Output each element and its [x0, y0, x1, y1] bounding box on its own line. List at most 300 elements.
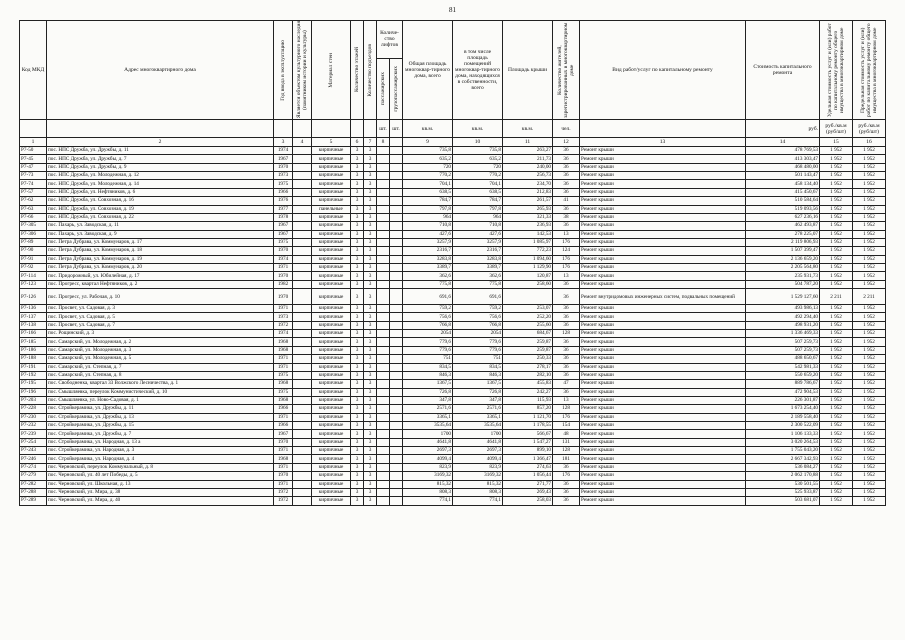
- row-incl-area: 2571,6: [453, 405, 503, 413]
- row-floors: 3: [351, 371, 364, 379]
- row-unit-cost: 1 952: [820, 455, 853, 463]
- row-max-cost: 1 952: [853, 472, 886, 480]
- row-floors: 3: [351, 413, 364, 421]
- row-year: 1970: [274, 163, 293, 171]
- row-residents: 36: [553, 305, 580, 313]
- row-material: кирпичные: [312, 313, 351, 321]
- row-lifts-passenger: [377, 238, 390, 246]
- table-row: [20, 230, 886, 238]
- row-code: Р7-228: [20, 405, 47, 413]
- row-lifts-freight: [390, 480, 403, 488]
- row-heritage: [293, 371, 312, 379]
- row-lifts-freight: [390, 430, 403, 438]
- col-header-cost: Стоимость капитального ремонта: [746, 21, 820, 120]
- table-row: [20, 388, 886, 396]
- row-entrances: 3: [364, 463, 377, 471]
- row-total-area: 784,7: [403, 197, 453, 205]
- col-header-lifts: Количе-ство лифтов: [377, 21, 403, 59]
- row-year: 1970: [274, 438, 293, 446]
- row-floors: 3: [351, 405, 364, 413]
- row-floors: 3: [351, 396, 364, 404]
- row-total-area: 964: [403, 213, 453, 221]
- row-floors: 3: [351, 213, 364, 221]
- row-year: 1975: [274, 371, 293, 379]
- row-floors: 3: [351, 205, 364, 213]
- row-material: кирпичные: [312, 321, 351, 329]
- row-residents: 36: [553, 172, 580, 180]
- row-address: пос. Самарский, ул. Молодежная, д. 5: [47, 355, 274, 363]
- row-address: пос. Стройкерамика, ул. Народная, д. 3: [47, 447, 274, 455]
- row-heritage: [293, 463, 312, 471]
- row-code: Р7-188: [20, 355, 47, 363]
- row-incl-area: 3257,9: [453, 238, 503, 246]
- row-floors: 3: [351, 488, 364, 496]
- row-residents: 176: [553, 472, 580, 480]
- row-incl-area: 710,8: [453, 222, 503, 230]
- col-header-work-type: Вид работ/услуг по капитальному ремонту: [580, 21, 746, 120]
- row-total-area: 759,2: [403, 305, 453, 313]
- row-entrances: 3: [364, 264, 377, 272]
- row-lifts-passenger: [377, 355, 390, 363]
- row-max-cost: 1 952: [853, 230, 886, 238]
- row-max-cost: 1 952: [853, 172, 886, 180]
- row-heritage: [293, 488, 312, 496]
- row-unit-cost: 1 952: [820, 447, 853, 455]
- row-unit-cost: 1 952: [820, 355, 853, 363]
- row-entrances: 3: [364, 346, 377, 354]
- row-incl-area: 3535,64: [453, 422, 503, 430]
- table-row: [20, 371, 886, 379]
- row-year: 1967: [274, 430, 293, 438]
- row-year: 1972: [274, 321, 293, 329]
- table-row: [20, 289, 886, 305]
- row-floors: 3: [351, 330, 364, 338]
- unit-roof-area: кв.м.: [503, 120, 553, 138]
- row-address: пос. Просвет, ул. Садовая, д. 3: [47, 305, 274, 313]
- table-row: [20, 264, 886, 272]
- table-row: [20, 172, 886, 180]
- row-cost: 493 986,13: [746, 305, 820, 313]
- row-lifts-freight: [390, 155, 403, 163]
- header-row-units: [20, 120, 886, 138]
- row-work-type: Ремонт крыши: [580, 313, 746, 321]
- table-row: [20, 455, 886, 463]
- row-material: кирпичные: [312, 472, 351, 480]
- row-roof-area: 1 085,97: [503, 238, 553, 246]
- table-row: [20, 438, 886, 446]
- row-cost: 413 303,47: [746, 155, 820, 163]
- row-lifts-freight: [390, 238, 403, 246]
- row-work-type: Ремонт крыши: [580, 363, 746, 371]
- row-work-type: Ремонт крыши: [580, 413, 746, 421]
- row-incl-area: 362,6: [453, 272, 503, 280]
- row-cost: 488 650,67: [746, 355, 820, 363]
- row-heritage: [293, 447, 312, 455]
- row-incl-area: 784,7: [453, 197, 503, 205]
- row-unit-cost: 1 952: [820, 163, 853, 171]
- row-material: кирпичные: [312, 447, 351, 455]
- row-material: кирпичные: [312, 238, 351, 246]
- row-lifts-passenger: [377, 147, 390, 155]
- row-entrances: 3: [364, 197, 377, 205]
- row-total-area: 3283,8: [403, 255, 453, 263]
- row-floors: 3: [351, 463, 364, 471]
- row-residents: 13: [553, 230, 580, 238]
- row-roof-area: 259,87: [503, 346, 553, 354]
- row-lifts-freight: [390, 355, 403, 363]
- row-cost: 468 480,00: [746, 163, 820, 171]
- row-material: кирпичные: [312, 264, 351, 272]
- row-floors: 3: [351, 180, 364, 188]
- row-work-type: Ремонт крыши: [580, 463, 746, 471]
- row-lifts-freight: [390, 447, 403, 455]
- row-floors: 3: [351, 338, 364, 346]
- row-total-area: 347,8: [403, 396, 453, 404]
- row-cost: 478 769,53: [746, 147, 820, 155]
- row-entrances: 3: [364, 472, 377, 480]
- row-incl-area: 779,6: [453, 338, 503, 346]
- row-entrances: 3: [364, 355, 377, 363]
- row-unit-cost: 1 952: [820, 313, 853, 321]
- row-material: кирпичные: [312, 371, 351, 379]
- row-lifts-passenger: [377, 247, 390, 255]
- row-code: Р7-74: [20, 180, 47, 188]
- table-row: [20, 422, 886, 430]
- row-unit-cost: 1 952: [820, 255, 853, 263]
- row-material: кирпичные: [312, 155, 351, 163]
- row-max-cost: 1 952: [853, 188, 886, 196]
- row-code: Р7-195: [20, 380, 47, 388]
- table-row: [20, 480, 886, 488]
- row-max-cost: 1 952: [853, 438, 886, 446]
- row-unit-cost: 1 952: [820, 413, 853, 421]
- row-max-cost: 1 952: [853, 463, 886, 471]
- row-total-area: 846,3: [403, 371, 453, 379]
- row-lifts-passenger: [377, 380, 390, 388]
- col-header-roof-area: Площадь крыши: [503, 21, 553, 120]
- row-max-cost: 1 952: [853, 413, 886, 421]
- row-lifts-freight: [390, 338, 403, 346]
- table-row: [20, 188, 886, 196]
- row-total-area: 635,2: [403, 155, 453, 163]
- row-incl-area: 3283,8: [453, 255, 503, 263]
- row-total-area: 3535,64: [403, 422, 453, 430]
- row-heritage: [293, 438, 312, 446]
- row-address: пос. НПС Дружба, ул. Совхозная, д. 22: [47, 213, 274, 221]
- row-residents: 36: [553, 280, 580, 288]
- row-lifts-passenger: [377, 480, 390, 488]
- row-total-area: 2054: [403, 330, 453, 338]
- row-max-cost: 1 952: [853, 330, 886, 338]
- row-heritage: [293, 346, 312, 354]
- row-roof-area: 684,67: [503, 330, 553, 338]
- row-total-area: 3257,9: [403, 238, 453, 246]
- row-address: пос. Петра Дубрава, ул. Коммунаров, д. 17: [47, 238, 274, 246]
- row-address: пос. Стройкерамика, ул. Дружбы, д. 11: [47, 405, 274, 413]
- row-lifts-passenger: [377, 346, 390, 354]
- row-roof-area: 899,10: [503, 447, 553, 455]
- row-year: 1968: [274, 380, 293, 388]
- row-incl-area: 759,2: [453, 305, 503, 313]
- row-year: 1970: [274, 272, 293, 280]
- row-incl-area: 751: [453, 355, 503, 363]
- row-lifts-freight: [390, 346, 403, 354]
- row-lifts-passenger: [377, 155, 390, 163]
- row-incl-area: 770,2: [453, 172, 503, 180]
- row-total-area: 823,9: [403, 463, 453, 471]
- row-lifts-freight: [390, 213, 403, 221]
- row-address: пос. Стройкерамика, ул. Дружбы, д. 7: [47, 430, 274, 438]
- row-entrances: 3: [364, 205, 377, 213]
- row-roof-area: 1 121,70: [503, 413, 553, 421]
- row-unit-cost: 1 952: [820, 230, 853, 238]
- row-year: 1971: [274, 447, 293, 455]
- row-code: Р7-254: [20, 438, 47, 446]
- row-entrances: 3: [364, 447, 377, 455]
- row-total-area: 775,8: [403, 280, 453, 288]
- row-year: 1971: [274, 363, 293, 371]
- row-floors: 3: [351, 313, 364, 321]
- row-residents: 36: [553, 371, 580, 379]
- row-unit-cost: 1 952: [820, 280, 853, 288]
- row-unit-cost: 1 952: [820, 422, 853, 430]
- row-address: пос. Самарский, ул. Молодежная, д. 3: [47, 346, 274, 354]
- row-code: Р7-306: [20, 230, 47, 238]
- row-heritage: [293, 213, 312, 221]
- row-residents: 128: [553, 405, 580, 413]
- row-unit-cost: 1 952: [820, 330, 853, 338]
- row-address: пос. НПС Дружба, ул. Совхозная, д. 19: [47, 205, 274, 213]
- row-entrances: 3: [364, 238, 377, 246]
- row-total-area: 834,5: [403, 363, 453, 371]
- col-header-address: Адрес многоквартирного дома: [47, 21, 274, 120]
- row-material: кирпичные: [312, 363, 351, 371]
- row-lifts-freight: [390, 413, 403, 421]
- row-total-area: 691,6: [403, 289, 453, 305]
- row-cost: 2 300 522,09: [746, 422, 820, 430]
- row-residents: 154: [553, 422, 580, 430]
- row-code: Р7-138: [20, 321, 47, 329]
- row-material: кирпичные: [312, 147, 351, 155]
- row-unit-cost: 1 952: [820, 430, 853, 438]
- row-cost: 504 787,20: [746, 280, 820, 288]
- row-address: пос. Самарский, ул. Молодежная, д. 2: [47, 338, 274, 346]
- row-address: пос. НПС Дружба, ул. Дружбы, д. 7: [47, 155, 274, 163]
- row-work-type: Ремонт крыши: [580, 480, 746, 488]
- row-code: Р7-62: [20, 197, 47, 205]
- row-lifts-passenger: [377, 447, 390, 455]
- row-max-cost: 1 952: [853, 163, 886, 171]
- row-cost: 1 336 469,33: [746, 330, 820, 338]
- row-heritage: [293, 313, 312, 321]
- row-material: кирпичные: [312, 413, 351, 421]
- row-residents: 36: [553, 180, 580, 188]
- row-residents: 176: [553, 255, 580, 263]
- row-total-area: 774,1: [403, 497, 453, 505]
- row-lifts-passenger: [377, 422, 390, 430]
- row-residents: 36: [553, 163, 580, 171]
- row-max-cost: 1 952: [853, 305, 886, 313]
- row-cost: 2 189 558,40: [746, 413, 820, 421]
- row-entrances: 3: [364, 380, 377, 388]
- row-floors: 3: [351, 272, 364, 280]
- row-code: Р7-185: [20, 338, 47, 346]
- row-address: пос. Черновский, ул. Мира, д. 40: [47, 497, 274, 505]
- row-cost: 525 933,87: [746, 488, 820, 496]
- row-entrances: 3: [364, 396, 377, 404]
- row-unit-cost: 1 952: [820, 205, 853, 213]
- row-code: Р7-90: [20, 247, 47, 255]
- row-material: кирпичные: [312, 247, 351, 255]
- row-entrances: 3: [364, 480, 377, 488]
- row-lifts-passenger: [377, 321, 390, 329]
- row-max-cost: 1 952: [853, 455, 886, 463]
- row-floors: 3: [351, 247, 364, 255]
- row-unit-cost: 1 952: [820, 380, 853, 388]
- row-floors: 3: [351, 188, 364, 196]
- row-material: кирпичные: [312, 305, 351, 313]
- table-row: [20, 380, 886, 388]
- row-incl-area: 815,32: [453, 480, 503, 488]
- row-code: Р7-203: [20, 396, 47, 404]
- row-unit-cost: 1 952: [820, 238, 853, 246]
- row-work-type: Ремонт крыши: [580, 172, 746, 180]
- row-code: Р7-66: [20, 213, 47, 221]
- row-entrances: 3: [364, 155, 377, 163]
- row-lifts-passenger: [377, 280, 390, 288]
- row-work-type: Ремонт крыши: [580, 396, 746, 404]
- row-lifts-passenger: [377, 180, 390, 188]
- row-roof-area: 857,20: [503, 405, 553, 413]
- row-work-type: Ремонт крыши: [580, 272, 746, 280]
- row-lifts-passenger: [377, 272, 390, 280]
- row-year: 1972: [274, 488, 293, 496]
- row-heritage: [293, 247, 312, 255]
- row-address: пос. НПС Дружба, ул. Дружбы, д. 9: [47, 163, 274, 171]
- row-heritage: [293, 147, 312, 155]
- row-incl-area: 1367,5: [453, 380, 503, 388]
- row-year: 1970: [274, 247, 293, 255]
- row-max-cost: 1 952: [853, 321, 886, 329]
- row-entrances: 3: [364, 330, 377, 338]
- row-cost: 3 020 264,53: [746, 438, 820, 446]
- col-header-code: Код МКД: [20, 21, 47, 120]
- row-roof-area: 240,00: [503, 163, 553, 171]
- row-code: Р7-92: [20, 264, 47, 272]
- row-unit-cost: 1 952: [820, 247, 853, 255]
- row-material: кирпичные: [312, 230, 351, 238]
- row-heritage: [293, 330, 312, 338]
- row-heritage: [293, 430, 312, 438]
- table-row: [20, 413, 886, 421]
- row-unit-cost: 1 952: [820, 488, 853, 496]
- row-floors: 3: [351, 430, 364, 438]
- table-body: [20, 147, 886, 506]
- row-residents: 36: [553, 488, 580, 496]
- row-floors: 3: [351, 363, 364, 371]
- row-entrances: 3: [364, 247, 377, 255]
- row-material: панельные: [312, 205, 351, 213]
- row-residents: 36: [553, 480, 580, 488]
- row-lifts-passenger: [377, 388, 390, 396]
- row-material: кирпичные: [312, 405, 351, 413]
- row-residents: 128: [553, 447, 580, 455]
- table-row: [20, 472, 886, 480]
- row-max-cost: 1 952: [853, 497, 886, 505]
- row-code: Р7-279: [20, 472, 47, 480]
- row-heritage: [293, 338, 312, 346]
- row-year: 1975: [274, 238, 293, 246]
- row-material: кирпичные: [312, 346, 351, 354]
- row-total-area: 1700: [403, 430, 453, 438]
- row-lifts-passenger: [377, 264, 390, 272]
- row-floors: 3: [351, 230, 364, 238]
- row-address: пос. Просвет, ул. Садовая, д. 7: [47, 321, 274, 329]
- row-max-cost: 1 952: [853, 280, 886, 288]
- row-lifts-freight: [390, 205, 403, 213]
- row-year: 1966: [274, 405, 293, 413]
- row-cost: 492 294,40: [746, 313, 820, 321]
- row-entrances: 3: [364, 338, 377, 346]
- row-work-type: Ремонт крыши: [580, 330, 746, 338]
- row-roof-area: 274,63: [503, 463, 553, 471]
- row-heritage: [293, 230, 312, 238]
- row-year: 1971: [274, 355, 293, 363]
- row-material: кирпичные: [312, 163, 351, 171]
- unit-max-cost: руб./кв.м (руб/шт): [853, 120, 886, 138]
- row-total-area: 726,8: [403, 388, 453, 396]
- row-roof-area: 252,20: [503, 313, 553, 321]
- row-address: пос. Прогресс, квартал Нефтяников, д. 2: [47, 280, 274, 288]
- row-material: кирпичные: [312, 355, 351, 363]
- row-total-area: 3365,1: [403, 413, 453, 421]
- row-heritage: [293, 497, 312, 505]
- row-year: 1974: [274, 147, 293, 155]
- row-lifts-passenger: [377, 472, 390, 480]
- row-work-type: Ремонт крыши: [580, 355, 746, 363]
- row-max-cost: 1 952: [853, 346, 886, 354]
- row-unit-cost: 1 952: [820, 371, 853, 379]
- row-work-type: Ремонт крыши: [580, 380, 746, 388]
- row-address: пос. Петра Дубрава, ул. Коммунаров, д. 19: [47, 255, 274, 263]
- col-header-entrances: Количество подъездов: [364, 21, 377, 120]
- row-material: кирпичные: [312, 197, 351, 205]
- capital-repair-table: [19, 20, 886, 506]
- row-material: кирпичные: [312, 455, 351, 463]
- row-cost: 501 143,47: [746, 172, 820, 180]
- row-heritage: [293, 321, 312, 329]
- row-total-area: 362,6: [403, 272, 453, 280]
- row-unit-cost: 1 952: [820, 480, 853, 488]
- row-lifts-passenger: [377, 455, 390, 463]
- row-address: пос. Пахарь, ул. Заводская, д. 9: [47, 230, 274, 238]
- row-lifts-freight: [390, 463, 403, 471]
- row-roof-area: 253,07: [503, 305, 553, 313]
- row-entrances: 3: [364, 272, 377, 280]
- row-material: кирпичные: [312, 396, 351, 404]
- row-work-type: Ремонт крыши: [580, 255, 746, 263]
- row-entrances: 3: [364, 438, 377, 446]
- row-residents: 36: [553, 289, 580, 305]
- row-residents: 36: [553, 313, 580, 321]
- table-row: [20, 180, 886, 188]
- row-lifts-freight: [390, 422, 403, 430]
- row-incl-area: 2697,3: [453, 447, 503, 455]
- row-incl-area: 756,6: [453, 313, 503, 321]
- row-code: Р7-47: [20, 163, 47, 171]
- row-code: Р7-288: [20, 488, 47, 496]
- row-work-type: Ремонт крыши: [580, 230, 746, 238]
